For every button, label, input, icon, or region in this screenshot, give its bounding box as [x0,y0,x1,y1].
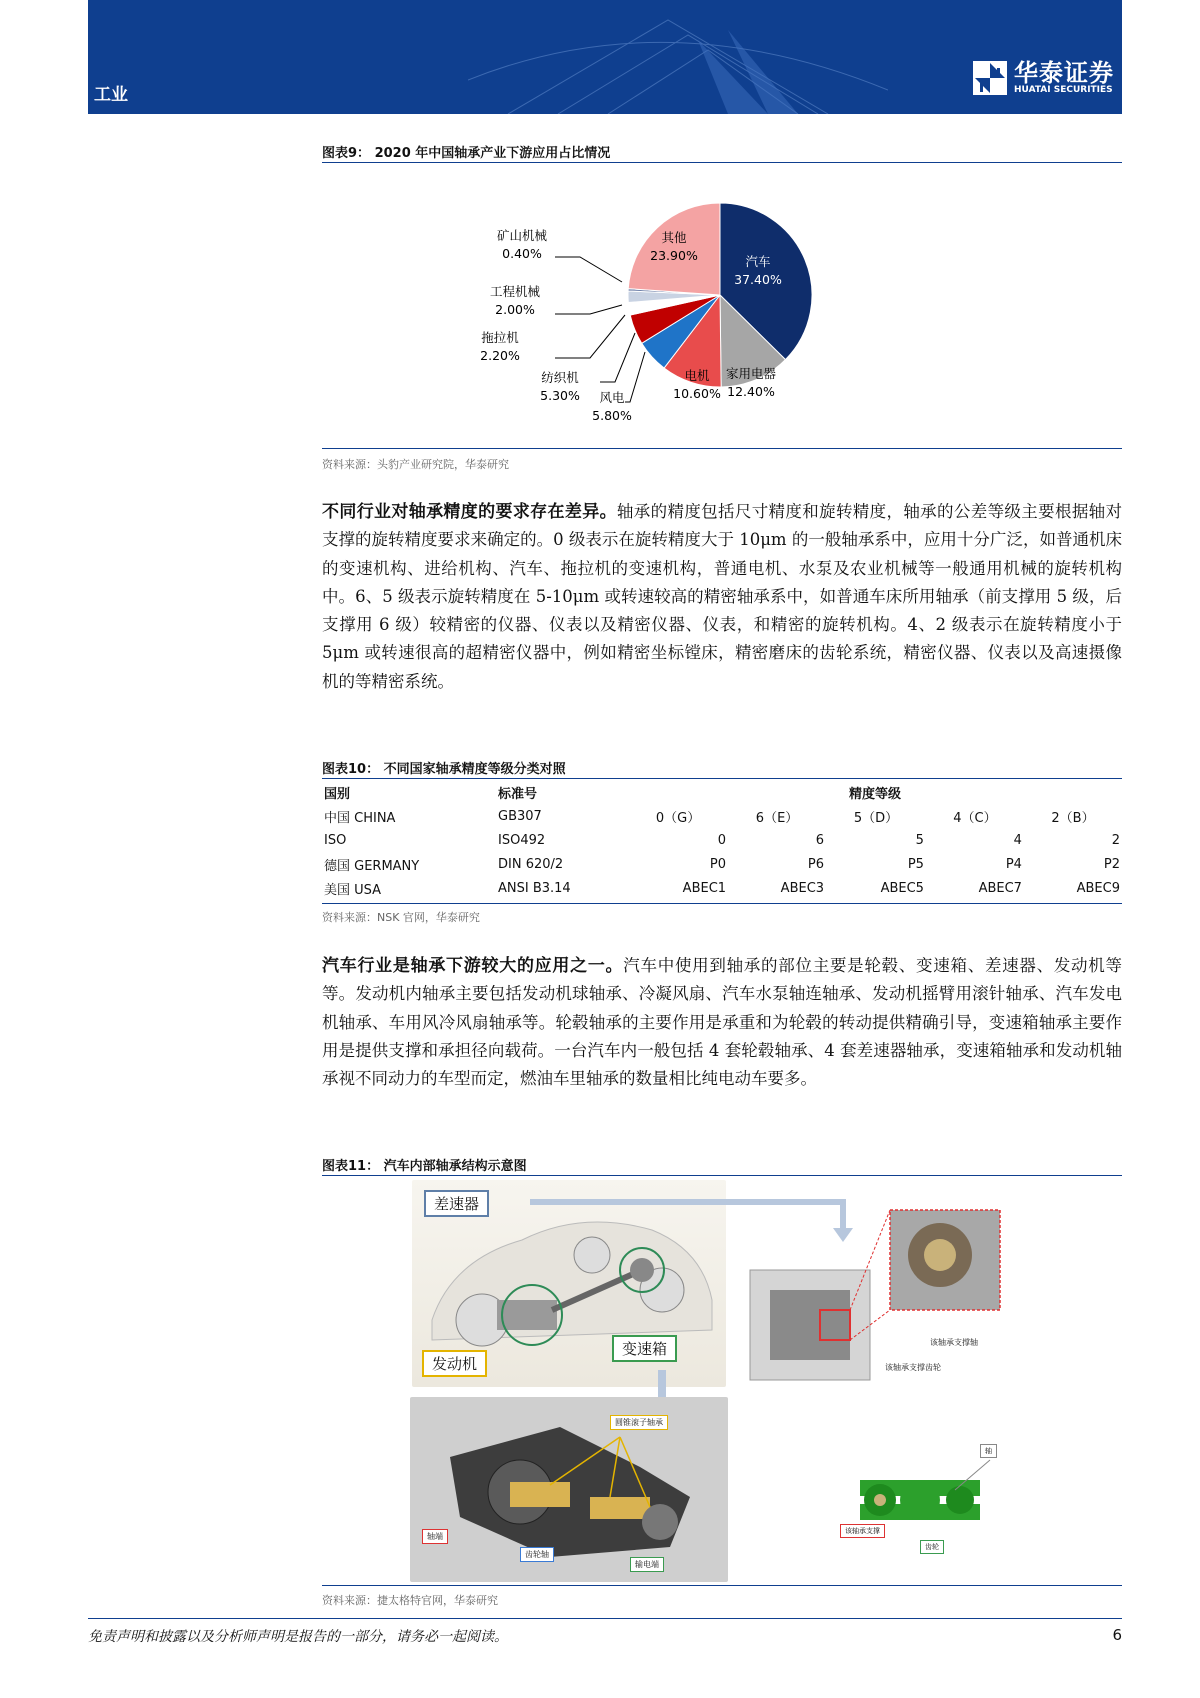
logo-cn: 华泰证券 [1014,58,1114,87]
fig9-source-rule [322,448,1122,449]
label-taper-bearing: 圆锥滚子轴承 [610,1415,668,1430]
slice-label-tractor: 拖拉机 [481,330,519,345]
cell-grade: 2 [1111,832,1120,848]
table-row [322,876,1122,900]
paragraph-precision-body: 轴承的精度包括尺寸精度和旋转精度，轴承的公差等级主要根据轴对支撑的旋转精度要求来确定的。0 级表示在旋转精度大于 10μm 的一般轴承系中，应用十分广泛，如普通机床的变速机构、进给机构、汽车、拖拉机的变速机构，普通电机、水泵及农业机械等一般通用机械的旋转机构中。6、5 级表示旋转精度在 5-10μm 或转速较高的精密轴承系中，如普通车床所用轴承（前支撑用 5 级，后支撑用 6 级）较精密的仪器、仪表以及精密仪器、仪表，和精密的旋转机构。4、2 级表示在旋转精度小于 5μm 或转速很高的超精密仪器中，例如精密坐标镗床，精密磨床的齿轮系统，精密仪器、仪表以及高速摄像机的等精密系统。 [322,502,1123,691]
cell-standard: ISO492 [498,832,546,848]
cell-grade: P5 [907,856,924,872]
cell-grade: 2（B） [1051,810,1095,826]
label-support-gear: 该轴承支撑齿轮 [885,1363,941,1372]
cell-grade: 0 [717,832,727,848]
label-motor-end: 输电端 [630,1557,664,1572]
table-header-row [322,780,1122,804]
footer-rule [88,1618,1122,1619]
paragraph-precision [322,498,1122,696]
label-support-bearing: 该轴承支撑轴 [930,1338,978,1347]
slice-label-textile: 纺织机 [541,370,579,385]
slice-value-textile: 5.30% [540,388,580,403]
gearbox-cutaway-image [740,1200,1040,1390]
header-grade: 精度等级 [848,786,901,802]
paragraph-automotive-body: 汽车中使用到轴承的部位主要是轮毂、变速箱、差速器、发动机等等。发动机内轴承主要包括发动机球轴承、冷凝风扇、汽车水泵轴连轴承、发动机摇臂用滚针轴承、汽车发电机轴承、车用风冷风扇轴承等。轮毂轴承的主要作用是承重和为轮毂的转动提供精确引导，变速箱轴承主要作用是提供支撑和承担径向载荷。一台汽车内一般包括 4 套轮毂轴承、4 套差速器轴承，变速箱轴承和发动机轴承视不同动力的车型而定，燃油车里轴承的数量相比纯电动车要多。 [322,956,1123,1089]
paragraph-automotive-lead: 汽车行业是轴承下游较大的应用之一。 [322,956,624,976]
cell-grade: ABEC1 [682,880,727,896]
label-gearbox: 变速箱 [612,1335,677,1362]
fig11-rule [322,1175,1122,1176]
fig9-rule [322,162,1122,163]
cell-standard: DIN 620/2 [498,856,564,872]
cell-standard: ANSI B3.14 [498,880,571,896]
cell-grade: ABEC5 [880,880,924,896]
slice-value-other: 23.90% [650,248,698,263]
label-differential: 差速器 [424,1190,489,1217]
fig9-source: 资料来源：头豹产业研究院，华泰研究 [322,458,509,471]
cell-grade: 6（E） [755,810,799,826]
cell-grade: P2 [1103,856,1120,872]
paragraph-automotive [322,952,1122,1093]
cell-grade: 6 [815,832,825,848]
huatai-logo-icon [972,60,1008,96]
slice-label-construction: 工程机械 [489,284,541,299]
footer-disclaimer: 免责声明和披露以及分析师声明是报告的一部分，请务必一起阅读。 [88,1629,508,1645]
fig9-title: 图表9： 2020 年中国轴承产业下游应用占比情况 [322,146,611,161]
table-row [322,804,1122,828]
fig10-title: 图表10： 不同国家轴承精度等级分类对照 [322,762,566,777]
label-support-tag: 该轴承支撑 [840,1524,885,1538]
logo-en: HUATAI SECURITIES [1014,84,1113,95]
cell-grade: 5（D） [853,810,899,826]
label-engine: 发动机 [422,1350,487,1377]
cell-grade: 4 [1013,832,1022,848]
label-shaft-tag: 轴 [980,1444,997,1458]
cell-grade: 4（C） [953,810,997,826]
slice-value-motor: 10.60% [673,386,721,401]
page-header [88,0,1122,114]
differential-image [410,1397,728,1582]
paragraph-precision-lead: 不同行业对轴承精度的要求存在差异。 [322,502,617,522]
gear-shaft-image [840,1440,1020,1560]
table-row [322,828,1122,852]
cell-country: 中国 CHINA [324,810,396,826]
header-decoration [468,0,888,114]
slice-label-auto: 汽车 [745,254,771,269]
slice-label-motor: 电机 [684,368,710,383]
label-gear-shaft: 齿轮轴 [520,1547,554,1562]
table-row [322,852,1122,876]
fig11-title: 图表11： 汽车内部轴承结构示意图 [322,1159,527,1174]
fig10-source: 资料来源：NSK 官网，华泰研究 [322,911,480,924]
slice-label-wind: 风电 [599,390,625,405]
huatai-logo [972,60,1114,96]
page-number: 6 [1112,1626,1122,1644]
slice-value-construction: 2.00% [495,302,535,317]
differential-illustration [410,1397,728,1582]
cell-grade: ABEC9 [1076,880,1120,896]
cell-standard: GB307 [498,808,542,824]
slice-label-mining: 矿山机械 [496,228,548,243]
header-standard: 标准号 [498,786,538,802]
grade-table [322,780,1122,900]
fig11-source-rule [322,1585,1122,1586]
fig11-source: 资料来源：捷太格特官网，华泰研究 [322,1594,498,1607]
slice-value-auto: 37.40% [734,272,782,287]
slice-value-appliance: 12.40% [727,384,775,399]
slice-value-mining: 0.40% [502,246,542,261]
cell-country: ISO [324,832,347,848]
cell-grade: P0 [709,856,727,872]
cell-grade: ABEC3 [780,880,825,896]
header-country: 国别 [324,786,351,802]
cell-grade: ABEC7 [978,880,1022,896]
cell-country: 美国 USA [324,882,382,898]
slice-value-tractor: 2.20% [480,348,520,363]
fig10-source-rule [322,903,1122,904]
cell-grade: P4 [1005,856,1022,872]
slice-label-appliance: 家用电器 [725,366,777,381]
slice-label-other: 其他 [661,230,687,245]
slice-value-wind: 5.80% [592,408,632,423]
label-shaft-end: 轴端 [422,1529,448,1544]
cell-grade: 0（G） [655,810,701,826]
fig9-pie-chart [440,190,860,430]
label-gear-tag: 齿轮 [920,1540,944,1554]
cell-country: 德国 GERMANY [324,858,420,874]
cell-grade: P6 [807,856,825,872]
sector-label: 工业 [94,85,128,105]
fig10-rule [322,778,1122,779]
cell-grade: 5 [915,832,924,848]
